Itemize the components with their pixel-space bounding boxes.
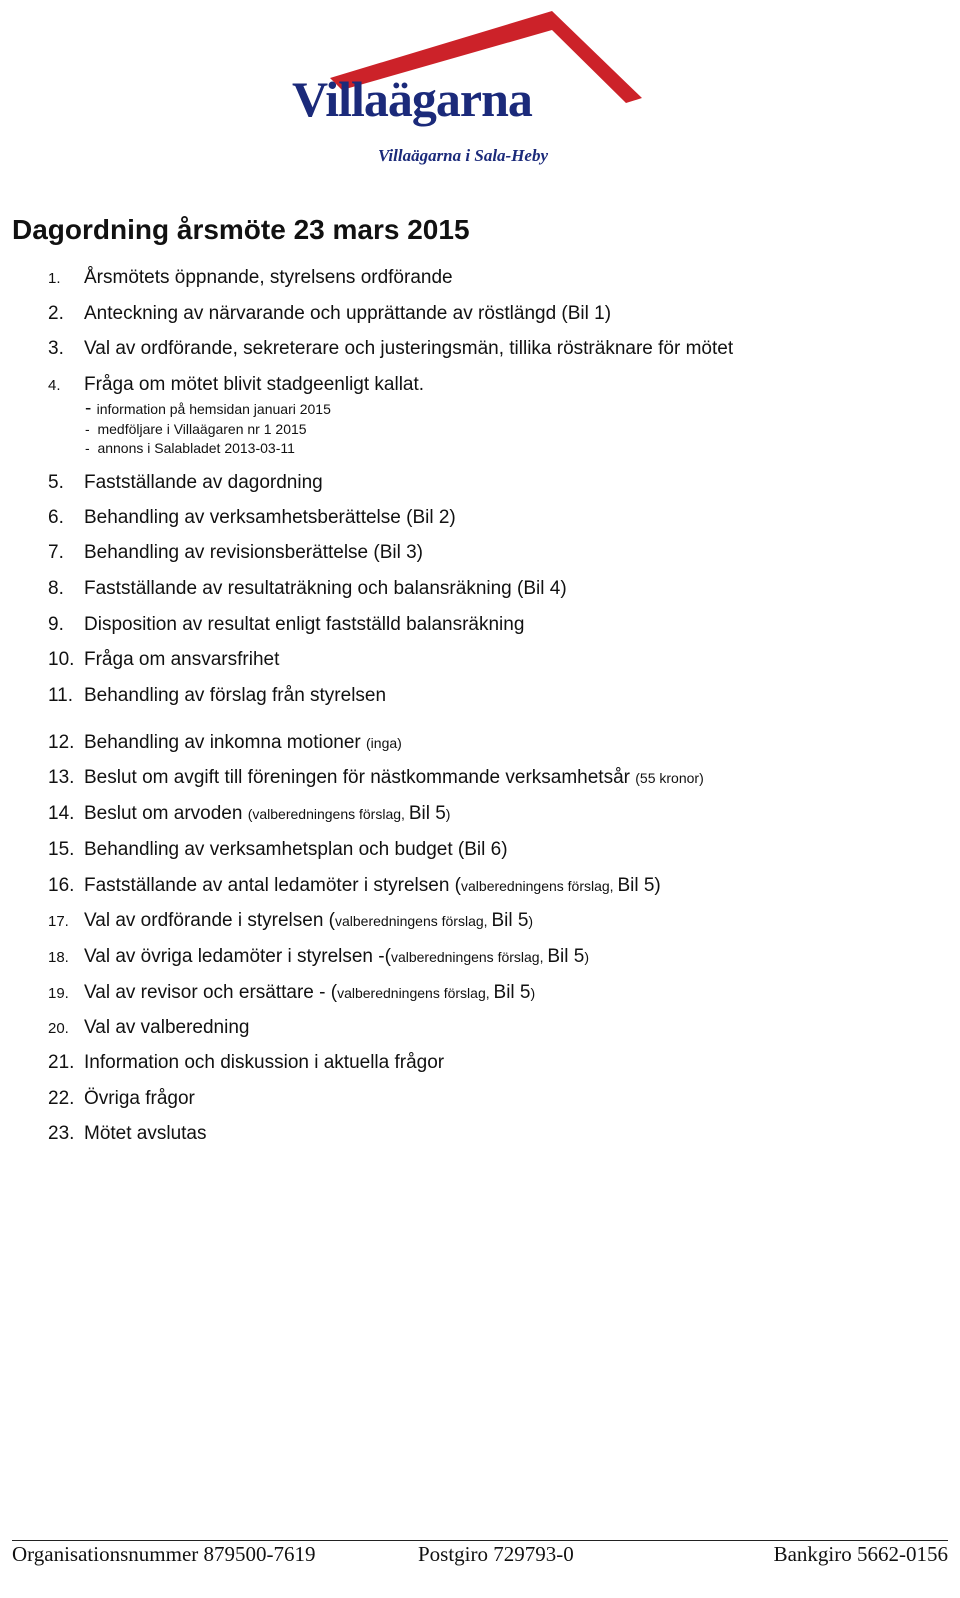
- item-text: Behandling av revisionsberättelse (Bil 3): [84, 542, 424, 563]
- logo-wordmark: Villaägarna: [292, 71, 532, 127]
- agenda-item: [48, 1087, 195, 1111]
- item-text: Fråga om ansvarsfrihet: [84, 649, 280, 670]
- agenda-item: [48, 648, 279, 672]
- item-tail: Bil 5: [493, 982, 531, 1003]
- item-number: 14.: [48, 803, 75, 824]
- item-text: Fråga om mötet blivit stadgeenligt kallat.: [84, 374, 425, 395]
- logo-graphic: [290, 8, 650, 173]
- item-number: 10.: [48, 649, 75, 670]
- item-number: 11.: [48, 685, 74, 706]
- item-number: 9.: [48, 614, 64, 635]
- item-number: 17.: [48, 913, 69, 930]
- item-close: ): [445, 806, 451, 822]
- item-text: Fastställande av resultaträkning och balansräkning (Bil 4): [84, 578, 567, 599]
- agenda-item: [48, 1051, 444, 1075]
- item-number: 15.: [48, 839, 75, 860]
- item-number: 4.: [48, 377, 61, 394]
- item-text: Årsmötets öppnande, styrelsens ordförande: [84, 267, 453, 288]
- item-number: 21.: [48, 1052, 75, 1073]
- item-number: 18.: [48, 949, 69, 966]
- item-text: Val av valberedning: [84, 1017, 250, 1038]
- item-number: 8.: [48, 578, 64, 599]
- agenda-item: [48, 909, 533, 934]
- item-number: 3.: [48, 338, 64, 359]
- agenda-subitem: - information på hemsidan januari 2015: [85, 398, 331, 419]
- item-note: valberedningens förslag,: [337, 985, 494, 1001]
- agenda-item: [48, 613, 524, 637]
- item-number: 13.: [48, 767, 75, 788]
- subitem-text: annons i Salabladet 2013-03-11: [97, 440, 295, 456]
- item-note: (55 kronor): [635, 770, 704, 786]
- item-number: 12.: [48, 732, 75, 753]
- item-text: Fastställande av dagordning: [84, 472, 323, 493]
- item-tail: Bil 5: [547, 946, 585, 967]
- logo-subtitle: Villaägarna i Sala-Heby: [378, 146, 549, 165]
- item-text: Disposition av resultat enligt fastställd balansräkning: [84, 614, 525, 635]
- agenda-subitem: - medföljare i Villaägaren nr 1 2015: [85, 421, 307, 437]
- page-title: Dagordning årsmöte 23 mars 2015: [12, 214, 470, 245]
- item-number: 2.: [48, 303, 64, 324]
- item-tail: Bil 5): [617, 875, 661, 896]
- agenda-item: [48, 302, 611, 326]
- subitem-text: information på hemsidan januari 2015: [96, 401, 331, 417]
- agenda-item: [48, 766, 704, 790]
- item-text: Behandling av inkomna motioner: [84, 732, 367, 753]
- item-note: valberedningens förslag,: [461, 878, 618, 894]
- footer-postgiro: Postgiro 729793-0: [418, 1542, 574, 1566]
- item-note: (inga): [366, 735, 402, 751]
- item-text: Anteckning av närvarande och upprättande av röstlängd (Bil 1): [84, 303, 612, 324]
- item-number: 5.: [48, 472, 64, 493]
- item-text: Val av övriga ledamöter i styrelsen -(: [84, 946, 391, 967]
- item-text: Fastställande av antal ledamöter i styrelsen (: [84, 875, 462, 896]
- item-close: ): [528, 913, 534, 929]
- item-text: Beslut om arvoden: [84, 803, 248, 824]
- agenda-item: [48, 945, 589, 970]
- agenda-item: [48, 1122, 207, 1146]
- agenda-item: [48, 1016, 249, 1041]
- item-text: Val av revisor och ersättare - (: [84, 982, 338, 1003]
- subitem-text: medföljare i Villaägaren nr 1 2015: [97, 421, 307, 437]
- agenda-item: [48, 981, 535, 1006]
- agenda-item: [48, 731, 402, 755]
- agenda-item: [48, 471, 323, 495]
- item-tail: Bil 5: [408, 803, 446, 824]
- item-number: 1.: [48, 270, 61, 287]
- item-text: Behandling av verksamhetsplan och budget (Bil 6): [84, 839, 508, 860]
- footer-org-number: Organisationsnummer 879500-7619: [12, 1542, 316, 1566]
- agenda-item: [48, 577, 567, 601]
- item-text: Behandling av verksamhetsberättelse (Bil 2): [84, 507, 456, 528]
- agenda-item: [48, 838, 508, 862]
- footer-divider: [12, 1540, 948, 1541]
- agenda-item: [48, 684, 386, 708]
- item-text: Behandling av förslag från styrelsen: [84, 685, 387, 706]
- item-close: ): [584, 949, 590, 965]
- item-text: Mötet avslutas: [84, 1123, 207, 1144]
- item-note: valberedningens förslag,: [335, 913, 492, 929]
- item-close: ): [530, 985, 536, 1001]
- item-number: 22.: [48, 1088, 75, 1109]
- item-number: 19.: [48, 985, 69, 1002]
- item-note: (valberedningens förslag,: [247, 806, 409, 822]
- agenda-item: [48, 266, 453, 291]
- item-number: 6.: [48, 507, 64, 528]
- agenda-item: [48, 373, 424, 398]
- item-tail: Bil 5: [491, 910, 529, 931]
- footer: [12, 1542, 948, 1568]
- agenda-subitem: - annons i Salabladet 2013-03-11: [85, 440, 295, 456]
- agenda-item: [48, 541, 423, 565]
- item-number: 20.: [48, 1020, 69, 1037]
- item-text: Information och diskussion i aktuella frågor: [84, 1052, 445, 1073]
- villaagarna-logo: [290, 8, 650, 173]
- item-number: 16.: [48, 875, 75, 896]
- agenda-item: [48, 802, 450, 826]
- item-number: 23.: [48, 1123, 75, 1144]
- item-note: valberedningens förslag,: [390, 949, 548, 965]
- agenda-item: [48, 506, 456, 530]
- footer-bankgiro: Bankgiro 5662-0156: [773, 1542, 948, 1566]
- item-number: 7.: [48, 542, 64, 563]
- item-text: Val av ordförande i styrelsen (: [84, 910, 335, 931]
- item-text: Val av ordförande, sekreterare och justeringsmän, tillika rösträknare för mötet: [84, 338, 734, 359]
- agenda-item: [48, 337, 733, 361]
- item-text: Beslut om avgift till föreningen för nästkommande verksamhetsår: [84, 767, 636, 788]
- item-text: Övriga frågor: [84, 1088, 195, 1109]
- agenda-item: [48, 874, 661, 898]
